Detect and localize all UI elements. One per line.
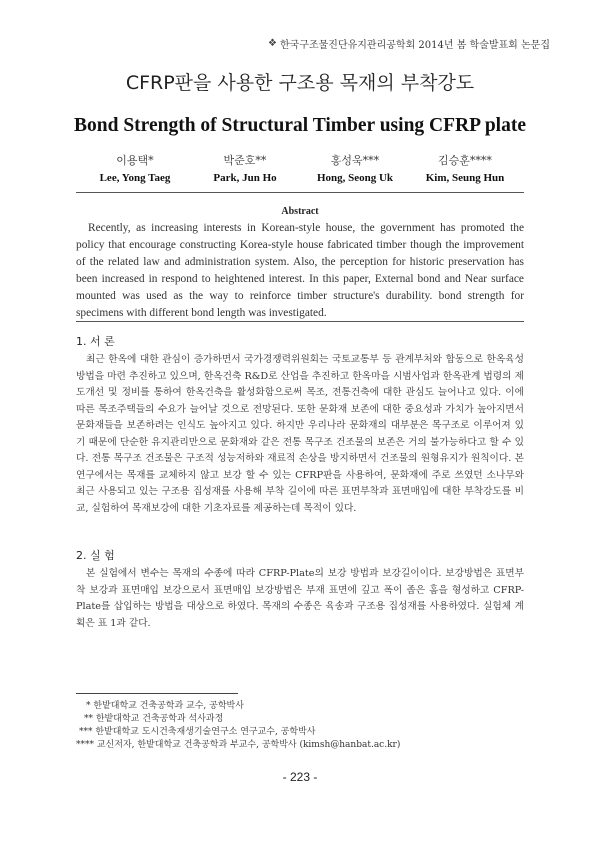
author-block [300, 152, 410, 184]
running-header [268, 36, 550, 51]
author-block [190, 152, 300, 184]
top-divider [76, 192, 524, 193]
author-name-korean: 이용택* [116, 154, 154, 167]
running-header-title: 한국구조물진단유지관리공학회 2014년 봄 학술발표회 논문집 [279, 40, 550, 51]
author-name-english: Kim, Seung Hun [425, 172, 505, 184]
author-list [80, 152, 520, 184]
introduction-text: 최근 한옥에 대한 관심이 증가하면서 국가경쟁력위원회는 국토교통부 등 관계부처와 합동으로 한옥육성방법을 마련 추진하고 있으며, 한옥건축 R&D로 산업을 추진하고 한옥마을 시범사업과 한옥관계 법령의 제도개선 및 정비를 통하여 한옥건축을 활성화함으로써 목조, 전통건축에 대한 관심도 늘어나고 있다. 이에 따른 목조주택들의 수요가 늘어날 것으로 전망된다. 또한 문화재 보존에 대한 중요성과 가치가 높아지면서 문화재들을 보존하려는 인식도 높아지고 있다. 하지만 우리나라 문화재의 대부분은 목구조로 이루어져 있기 때문에 단순한 유지관리만으로 문화재와 같은 전통 목구조 건조물의 보존은 거의 불가능하다고 할 수 있다. 전통 목구조 건조물은 구조적 성능저하와 재료적 손상을 방지하면서 건조물의 원형유지가 원칙이다. 본 연구에서는 목재를 교체하지 않고 보강 할 수 있는 CFRP판을 사용하여, 문화재에 주로 쓰였던 소나무와 최근 사용되고 있는 구조용 집성재를 사용해 부착 길이에 따른 표면부착과 표면매입에 대한 부착강도를 비교, 실험하여 목재보강에 대한 기초자료를 제공하는데 목적이 있다. [76, 354, 524, 514]
footnote-rule [76, 693, 238, 694]
footnotes [76, 700, 524, 752]
footnote: *** 한밭대학교 도시건축재생기술연구소 연구교수, 공학박사 [79, 727, 316, 737]
footnote: ** 한밭대학교 건축공학과 석사과정 [84, 714, 224, 724]
society-logo-icon: ❖ [268, 38, 277, 49]
author-name-korean: 홍성욱*** [330, 154, 380, 167]
author-name-english: Lee, Yong Taeg [99, 172, 171, 184]
paper-title-korean: CFRP판을 사용한 구조용 목재의 부착강도 [125, 72, 475, 94]
author-name-korean: 박준호** [223, 154, 267, 167]
section-heading-experiment: 2. 실 험 [76, 549, 115, 562]
page-number: - 223 - [282, 770, 318, 784]
abstract-heading: Abstract [281, 206, 319, 217]
author-name-english: Hong, Seong Uk [316, 172, 394, 184]
footnote: **** 교신저자, 한밭대학교 건축공학과 부교수, 공학박사 (kimsh@hanbat.ac.kr) [76, 740, 401, 750]
author-name-english: Park, Jun Ho [213, 172, 277, 184]
abstract-divider [76, 321, 524, 322]
author-name-korean: 김승훈**** [438, 154, 492, 167]
section-heading-introduction: 1. 서 론 [76, 335, 115, 348]
author-block [410, 152, 520, 184]
footnote: * 한밭대학교 건축공학과 교수, 공학박사 [86, 701, 244, 711]
author-block [80, 152, 190, 184]
experiment-text: 본 실험에서 변수는 목재의 수종에 따라 CFRP-Plate의 보강 방법과 보강길이이다. 보강방법은 표면부착 보강과 표면매입 보강으로서 표면매입 보강방법은 부재 표면에 깊고 폭이 좁은 홈을 형성하고 CFRP-Plate를 삽입하는 방법을 대상으로 하였다. 목재의 수종은 육송과 구조용 집성재를 사용하였다. 실험체 계획은 표 1과 같다. [76, 568, 524, 629]
paper-title-english: Bond Strength of Structural Timber using CFRP plate [74, 115, 526, 136]
abstract-text: Recently, as increasing interests in Korean-style house, the government has promoted the policy that encourage constructing Korea-style house fabricated timber though the improvement of the related law and administration system. Also, the perception for historic preservation has been increased in respond to heightened interest. In this paper, External bond and Near surface mounted was used as the way to reinforce timber structure's durability. bond strength for specimens with different bond length was investigated. [76, 222, 524, 319]
